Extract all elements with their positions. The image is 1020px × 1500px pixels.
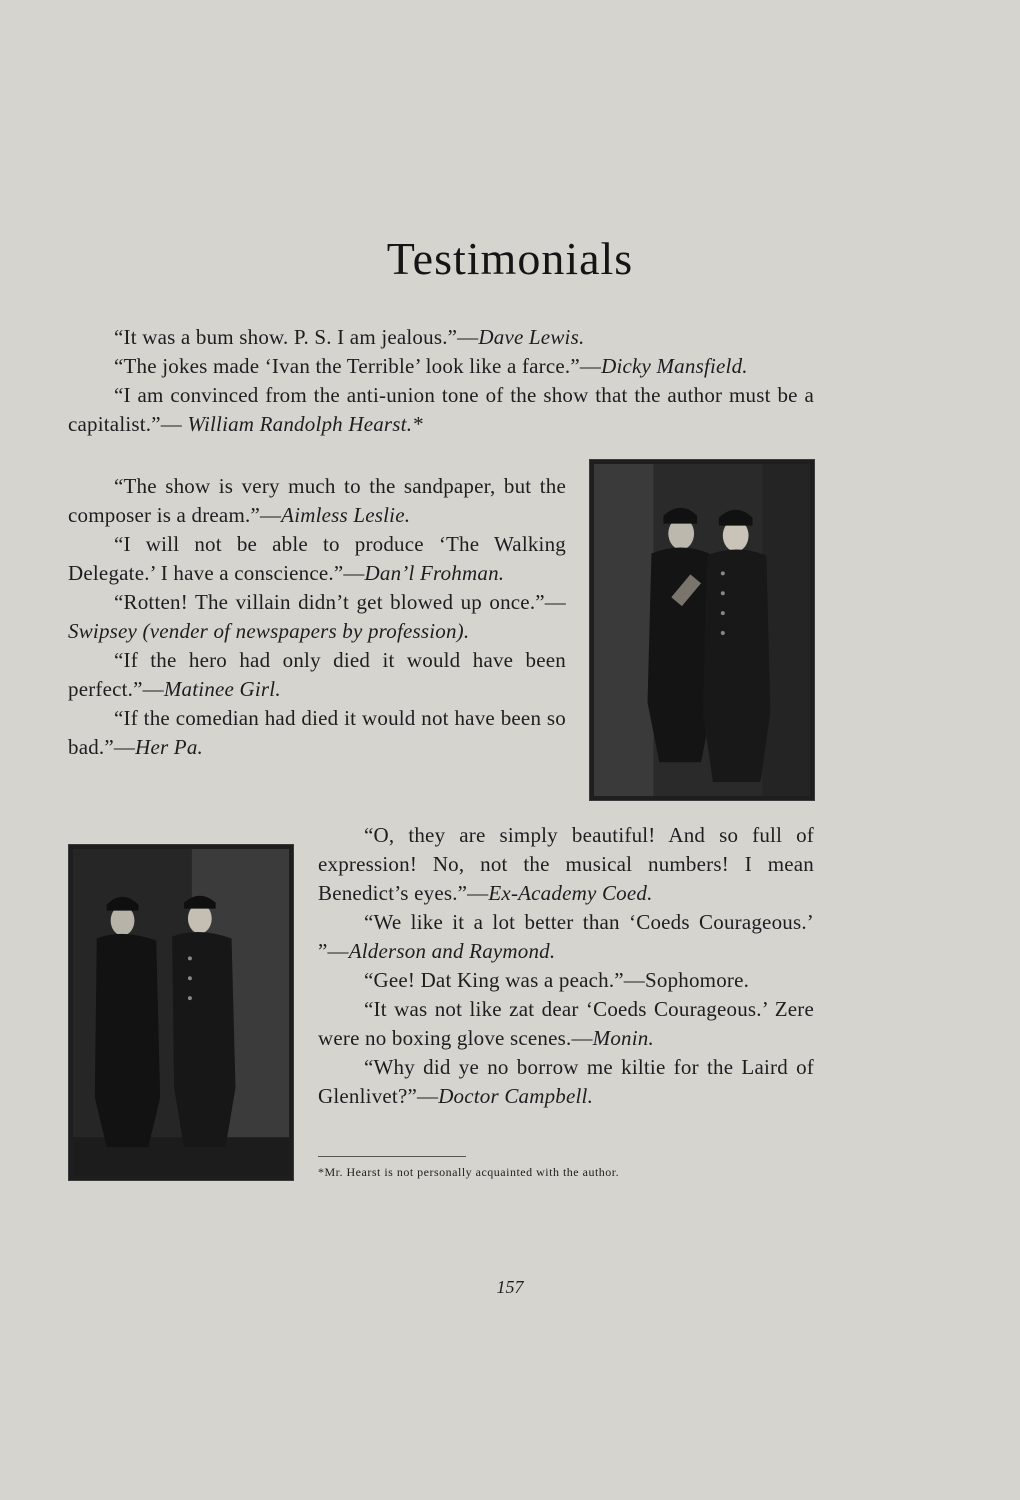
- testimonial-quote: “Rotten! The villain didn’t get blowed up once.”—: [114, 590, 566, 614]
- testimonials-left: [68, 472, 566, 762]
- footnote: *Mr. Hearst is not personally acquainted with the author.: [318, 1165, 620, 1179]
- testimonial-quote: “It was not like zat dear ‘Coeds Courageous.’ Zere were no boxing glove scenes.—: [318, 997, 814, 1050]
- testimonial: [318, 1053, 814, 1111]
- testimonial: [68, 530, 566, 588]
- testimonial-quote: “O, they are simply beautiful! And so full of expression! No, not the musical numbers! I mean Benedict’s eyes.”—: [318, 823, 814, 905]
- testimonial-quote: “If the comedian had died it would not have been so bad.”—: [68, 706, 566, 759]
- testimonial-quote: “The show is very much to the sandpaper, but the composer is a dream.”—: [68, 474, 566, 527]
- photo-illustration: [73, 849, 289, 1176]
- testimonial-author: Dicky Mansfield.: [601, 354, 748, 378]
- testimonial-author: Aimless Leslie.: [281, 503, 411, 527]
- testimonial-author: Alderson and Raymond.: [348, 939, 556, 963]
- testimonial: [68, 352, 814, 381]
- photo-image: [594, 464, 810, 796]
- testimonial-author: Ex-Academy Coed.: [488, 881, 653, 905]
- testimonial: [68, 704, 566, 762]
- testimonials-top: [68, 323, 814, 439]
- testimonial-quote: “The jokes made ‘Ivan the Terrible’ look like a farce.”—: [114, 354, 602, 378]
- testimonial-author: Matinee Girl.: [163, 677, 281, 701]
- page-number: 157: [496, 1277, 524, 1297]
- photo-image: [73, 849, 289, 1176]
- photo-illustration: [594, 464, 810, 796]
- testimonial: [318, 821, 814, 908]
- testimonial-author: Her Pa.: [135, 735, 203, 759]
- testimonial: [68, 472, 566, 530]
- testimonial-author: William Randolph Hearst.*: [187, 412, 423, 436]
- testimonial-quote: “Why did ye no borrow me kiltie for the Laird of Glenlivet?”—: [318, 1055, 814, 1108]
- testimonial: [68, 381, 814, 439]
- testimonial-author: Dan’l Frohman.: [364, 561, 505, 585]
- testimonials-right: [318, 821, 814, 1111]
- page-title: Testimonials: [386, 233, 634, 284]
- testimonial: [318, 995, 814, 1053]
- testimonial: [68, 323, 814, 352]
- testimonial: [318, 908, 814, 966]
- testimonial-author: Dave Lewis.: [478, 325, 585, 349]
- testimonial-author: Monin.: [592, 1026, 654, 1050]
- testimonial-quote: “Gee! Dat King was a peach.”—Sophomore.: [364, 968, 750, 992]
- testimonial-quote: “We like it a lot better than ‘Coeds Courageous.’ ”—: [318, 910, 814, 963]
- testimonial: [68, 646, 566, 704]
- footnote-rule: [318, 1156, 466, 1157]
- photo-two-policemen: [589, 459, 815, 801]
- photo-officer-arrest: [68, 844, 294, 1181]
- testimonial-quote: “I will not be able to produce ‘The Walking Delegate.’ I have a conscience.”—: [68, 532, 566, 585]
- testimonial-quote: “It was a bum show. P. S. I am jealous.”—: [114, 325, 479, 349]
- testimonial: [318, 966, 814, 995]
- testimonial-author: Swipsey (vender of newspapers by profession).: [68, 619, 470, 643]
- testimonial: [68, 588, 566, 646]
- testimonial-quote: “I am convinced from the anti-union tone of the show that the author must be a capitalist.”—: [68, 383, 814, 436]
- testimonial-author: Doctor Campbell.: [438, 1084, 594, 1108]
- testimonial-quote: “If the hero had only died it would have been perfect.”—: [68, 648, 566, 701]
